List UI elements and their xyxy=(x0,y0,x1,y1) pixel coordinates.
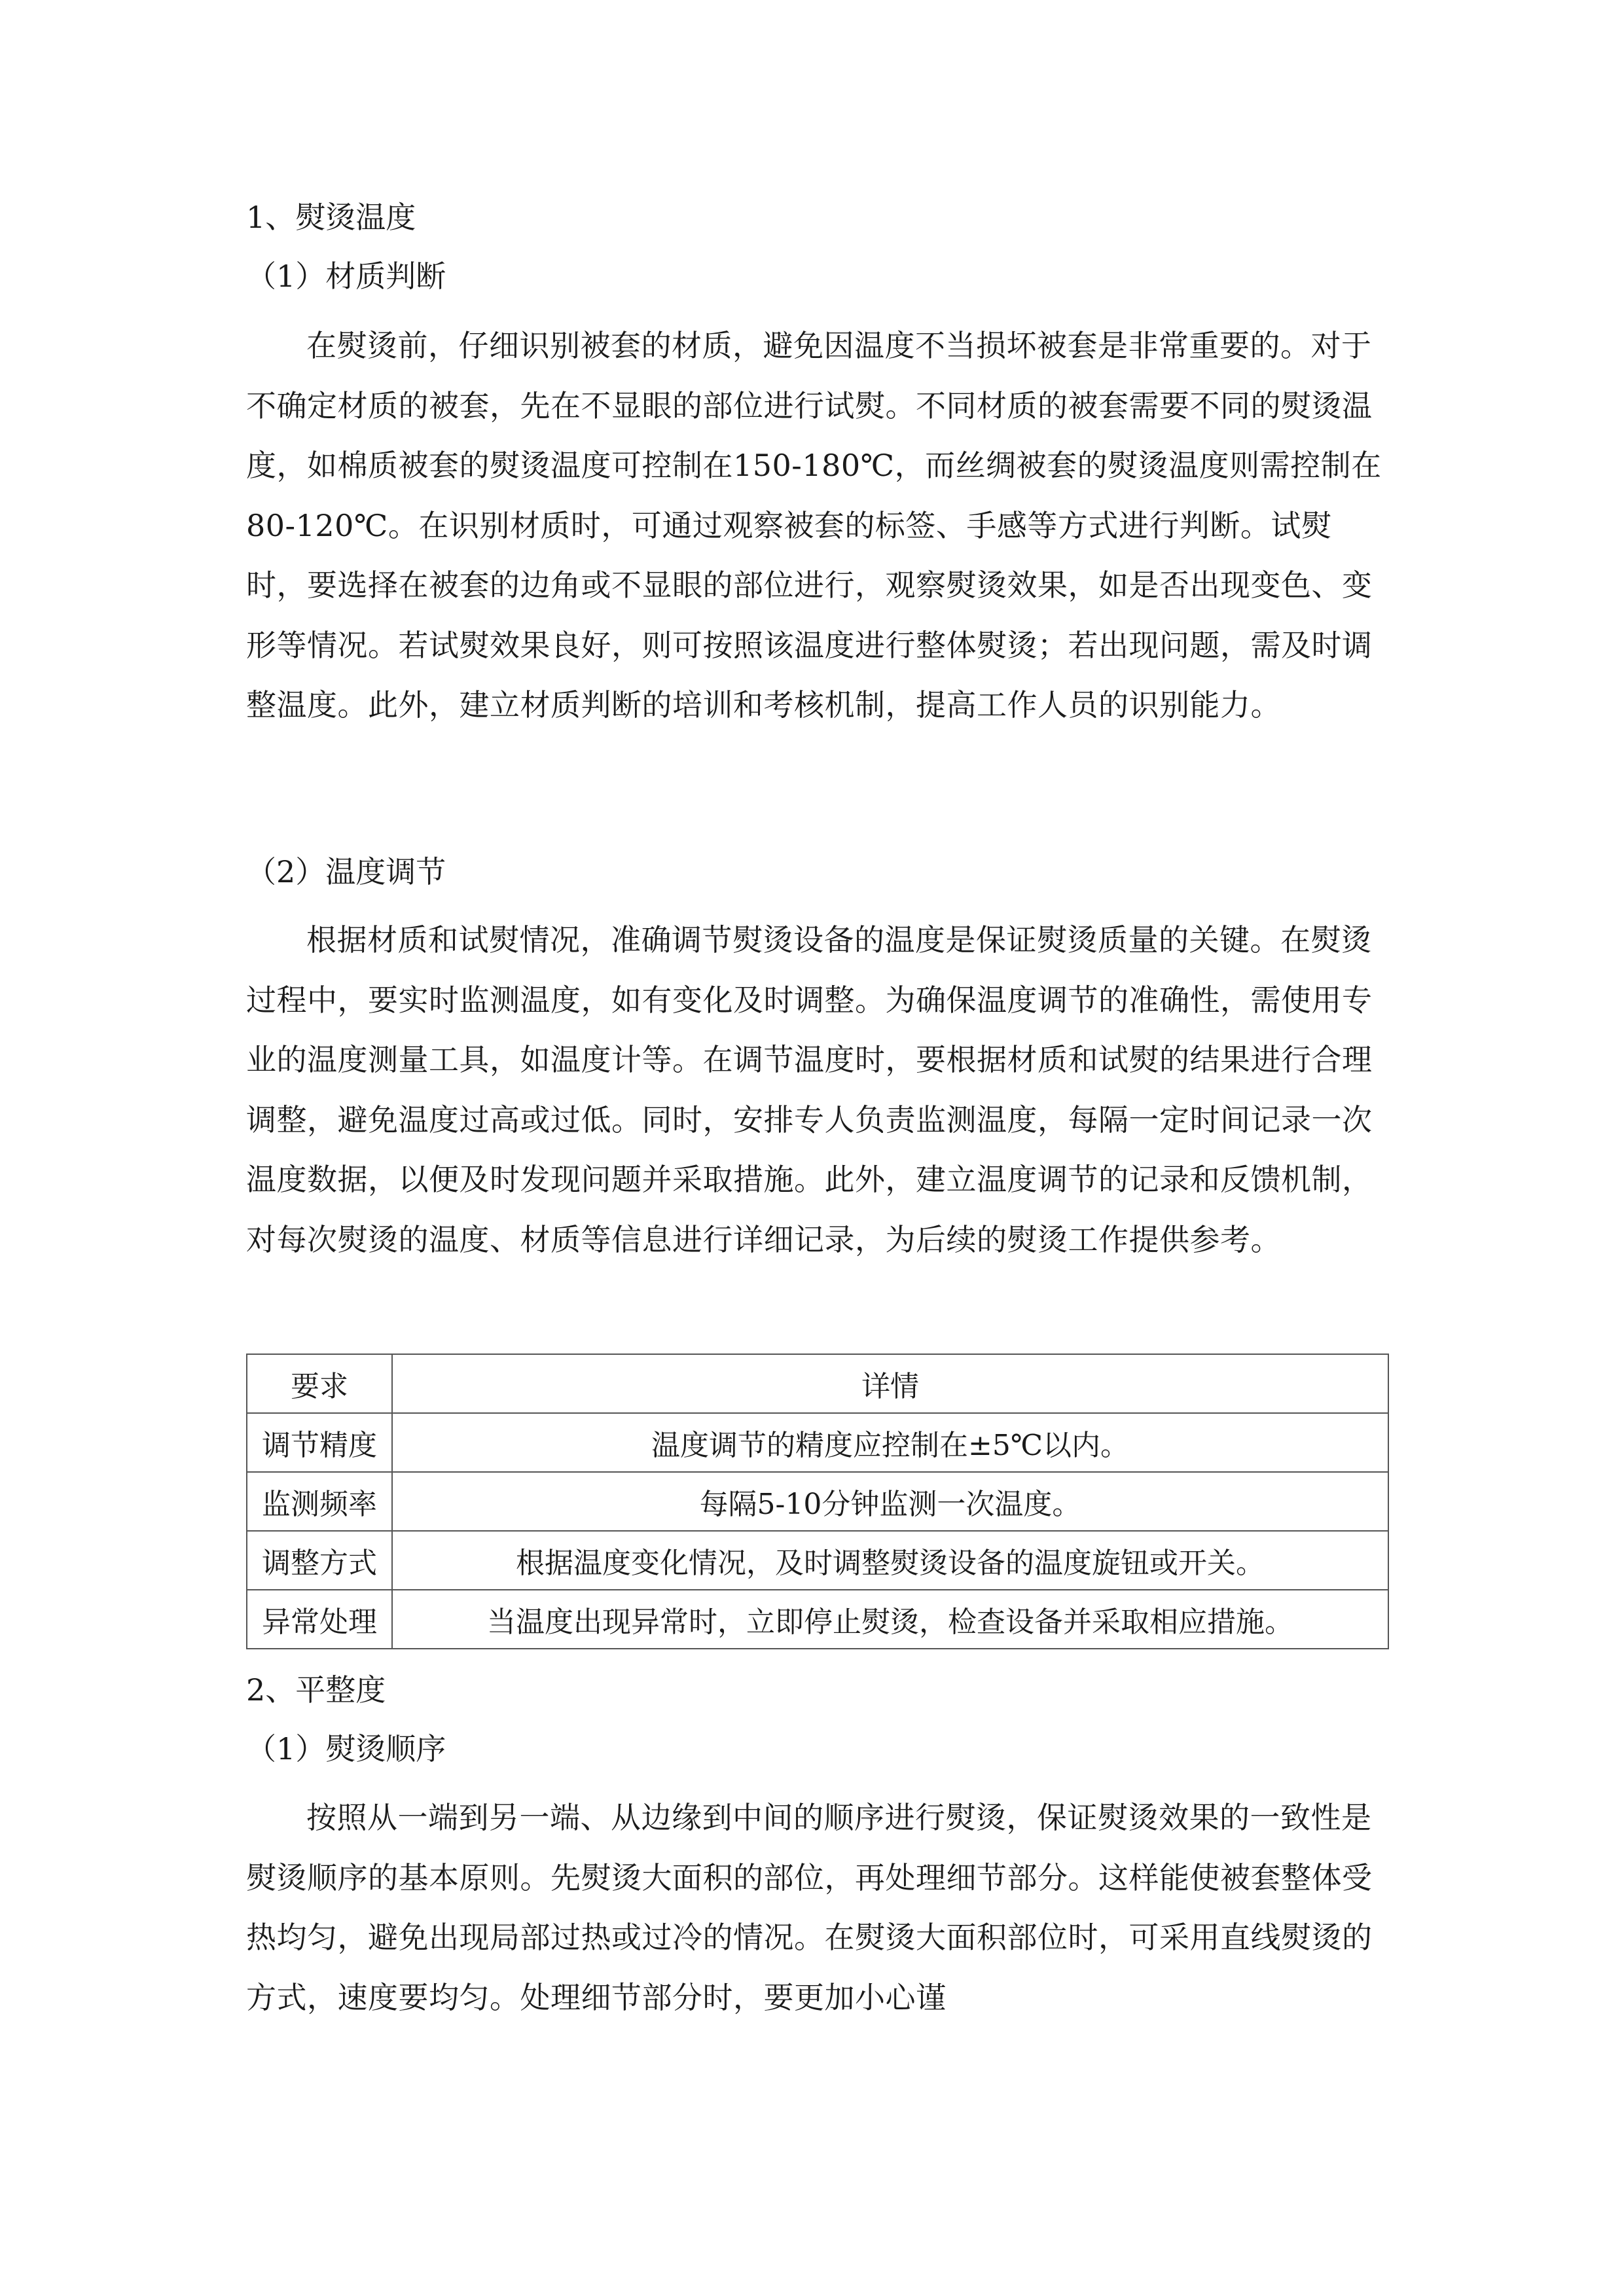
table-header-cell: 详情 xyxy=(392,1354,1388,1413)
table-row xyxy=(247,1590,1388,1649)
table-header-row xyxy=(247,1354,1388,1413)
table-cell: 调整方式 xyxy=(247,1531,392,1590)
section-heading: 1、熨烫温度 xyxy=(246,200,416,235)
table-row xyxy=(247,1472,1388,1531)
section-heading: 2、平整度 xyxy=(246,1672,386,1708)
paragraph: 按照从一端到另一端、从边缘到中间的顺序进行熨烫，保证熨烫效果的一致性是熨烫顺序的基本原则。先熨烫大面积的部位，再处理细节部分。这样能使被套整体受热均匀，避免出现局部过热或过冷的情况。在熨烫大面积部位时，可采用直线熨烫的方式，速度要均匀。处理细节部分时，要更加小心谨 xyxy=(246,1800,1373,2015)
table-cell: 温度调节的精度应控制在±5℃以内。 xyxy=(392,1413,1388,1472)
subsection-heading: （2）温度调节 xyxy=(246,854,446,889)
table-cell: 调节精度 xyxy=(247,1413,392,1472)
table-cell: 根据温度变化情况，及时调整熨烫设备的温度旋钮或开关。 xyxy=(392,1531,1388,1590)
requirements-table xyxy=(246,1354,1389,1649)
subsection-heading: （1）材质判断 xyxy=(246,259,446,294)
subsection-heading: （1）熨烫顺序 xyxy=(246,1731,446,1767)
table-cell: 异常处理 xyxy=(247,1590,392,1649)
table-cell: 监测频率 xyxy=(247,1472,392,1531)
table-cell: 每隔5-10分钟监测一次温度。 xyxy=(392,1472,1388,1531)
table-header-cell: 要求 xyxy=(247,1354,392,1413)
table-row xyxy=(247,1531,1388,1590)
table-cell: 当温度出现异常时，立即停止熨烫，检查设备并采取相应措施。 xyxy=(392,1590,1388,1649)
paragraph: 根据材质和试熨情况，准确调节熨烫设备的温度是保证熨烫质量的关键。在熨烫过程中，要实时监测温度，如有变化及时调整。为确保温度调节的准确性，需使用专业的温度测量工具，如温度计等。在调节温度时，要根据材质和试熨的结果进行合理调整，避免温度过高或过低。同时，安排专人负责监测温度，每隔一定时间记录一次温度数据，以便及时发现问题并采取措施。此外，建立温度调节的记录和反馈机制，对每次熨烫的温度、材质等信息进行详细记录，为后续的熨烫工作提供参考。 xyxy=(246,922,1373,1257)
paragraph: 在熨烫前，仔细识别被套的材质，避免因温度不当损坏被套是非常重要的。对于不确定材质的被套，先在不显眼的部位进行试熨。不同材质的被套需要不同的熨烫温度，如棉质被套的熨烫温度可控制在150-180℃，而丝绸被套的熨烫温度则需控制在80-120℃。在识别材质时，可通过观察被套的标签、手感等方式进行判断。试熨时，要选择在被套的边角或不显眼的部位进行，观察熨烫效果，如是否出现变色、变形等情况。若试熨效果良好，则可按照该温度进行整体熨烫；若出现问题，需及时调整温度。此外，建立材质判断的培训和考核机制，提高工作人员的识别能力。 xyxy=(246,328,1382,723)
table-row xyxy=(247,1413,1388,1472)
